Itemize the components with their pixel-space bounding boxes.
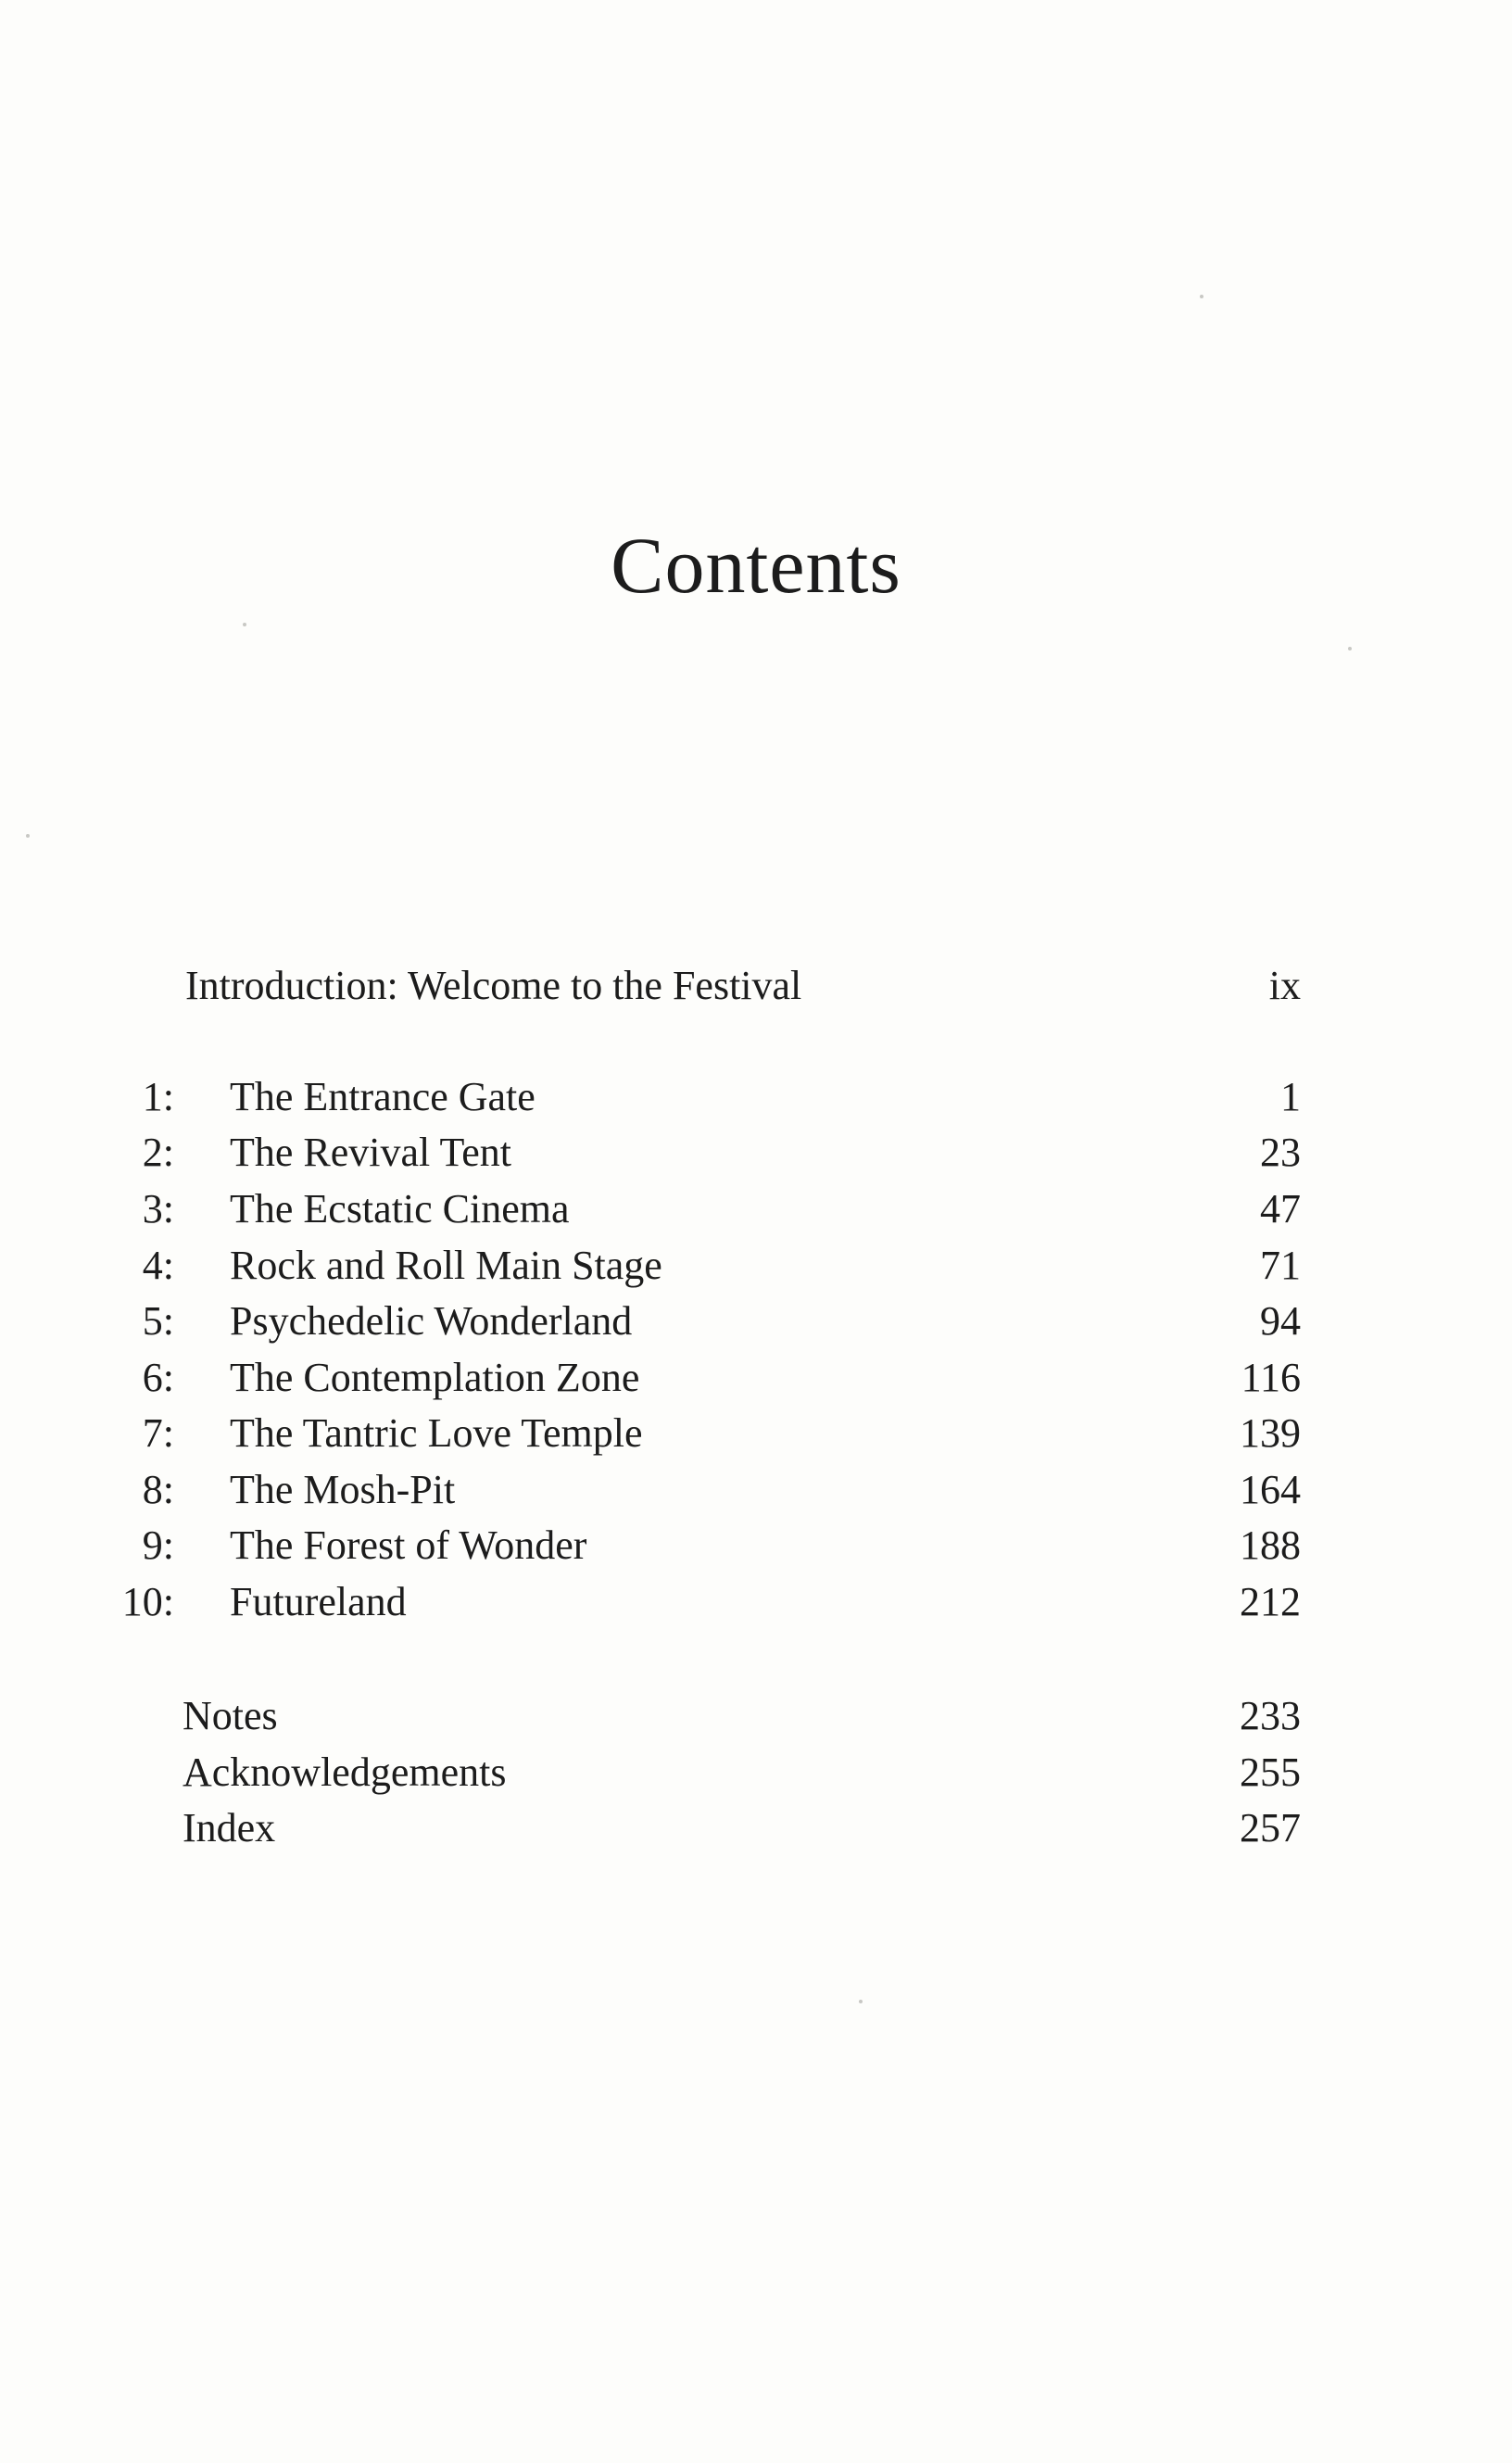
toc-entry-label: The Entrance Gate	[230, 1074, 536, 1119]
toc-entry-introduction	[0, 958, 1512, 1014]
paper-speck	[1348, 647, 1352, 650]
toc-entry-page: 47	[1260, 1186, 1301, 1232]
toc-entry-notes	[0, 1688, 1512, 1744]
toc-entry-page: 164	[1240, 1467, 1301, 1512]
toc-entry-chapter-2	[0, 1125, 1512, 1181]
toc-entry-label: Notes	[183, 1693, 278, 1738]
toc-entry-chapter-7	[0, 1406, 1512, 1461]
chapter-number: 8:	[142, 1467, 174, 1512]
chapter-number: 5:	[142, 1298, 174, 1344]
toc-entry-chapter-6	[0, 1350, 1512, 1406]
chapter-number: 4:	[142, 1243, 174, 1288]
toc-entry-chapter-4	[0, 1238, 1512, 1294]
toc-entry-chapter-1	[0, 1069, 1512, 1125]
toc-entry-page: ix	[1268, 963, 1301, 1008]
toc-entry-chapter-3	[0, 1181, 1512, 1237]
toc-entry-page: 188	[1240, 1522, 1301, 1568]
toc-entry-page: 233	[1240, 1693, 1301, 1738]
toc-entry-label: Acknowledgements	[183, 1749, 507, 1795]
toc-entry-page: 71	[1260, 1243, 1301, 1288]
chapter-number: 10:	[121, 1579, 174, 1624]
toc-entry-label: Index	[183, 1805, 276, 1850]
toc-entry-label: The Contemplation Zone	[230, 1355, 640, 1400]
paper-speck	[243, 623, 246, 626]
paper-speck	[859, 2000, 863, 2003]
toc-entry-page: 1	[1280, 1074, 1301, 1119]
toc-entry-page: 257	[1240, 1805, 1301, 1850]
toc-entry-page: 116	[1241, 1355, 1301, 1400]
chapter-number: 7:	[142, 1410, 174, 1456]
toc-entry-label: Rock and Roll Main Stage	[230, 1243, 662, 1288]
toc-entry-page: 94	[1260, 1298, 1301, 1344]
chapter-number: 9:	[142, 1522, 174, 1568]
toc-entry-page: 139	[1240, 1410, 1301, 1456]
toc-entry-label: The Ecstatic Cinema	[230, 1186, 570, 1232]
toc-entry-chapter-5	[0, 1294, 1512, 1349]
toc-entry-page: 23	[1260, 1130, 1301, 1175]
toc-entry-label: Psychedelic Wonderland	[230, 1298, 633, 1344]
paper-speck	[1200, 295, 1203, 298]
page-title: Contents	[611, 521, 901, 610]
toc-entry-label: The Tantric Love Temple	[230, 1410, 643, 1456]
chapter-number: 2:	[142, 1130, 174, 1175]
toc-entry-acknowledgements	[0, 1745, 1512, 1800]
toc-entry-label: The Revival Tent	[230, 1130, 512, 1175]
toc-entry-page: 212	[1240, 1579, 1301, 1624]
toc-entry-index	[0, 1800, 1512, 1856]
toc-entry-label: Futureland	[230, 1579, 407, 1624]
chapter-number: 3:	[142, 1186, 174, 1232]
paper-speck	[26, 834, 30, 838]
chapter-number: 6:	[142, 1355, 174, 1400]
toc-entry-chapter-8	[0, 1462, 1512, 1518]
toc-entry-chapter-10	[0, 1574, 1512, 1630]
toc-entry-label: Introduction: Welcome to the Festival	[185, 963, 802, 1008]
toc-entry-chapter-9	[0, 1518, 1512, 1573]
toc-entry-page: 255	[1240, 1749, 1301, 1795]
chapter-number: 1:	[142, 1074, 174, 1119]
toc-entry-label: The Forest of Wonder	[230, 1522, 587, 1568]
toc-entry-label: The Mosh-Pit	[230, 1467, 456, 1512]
